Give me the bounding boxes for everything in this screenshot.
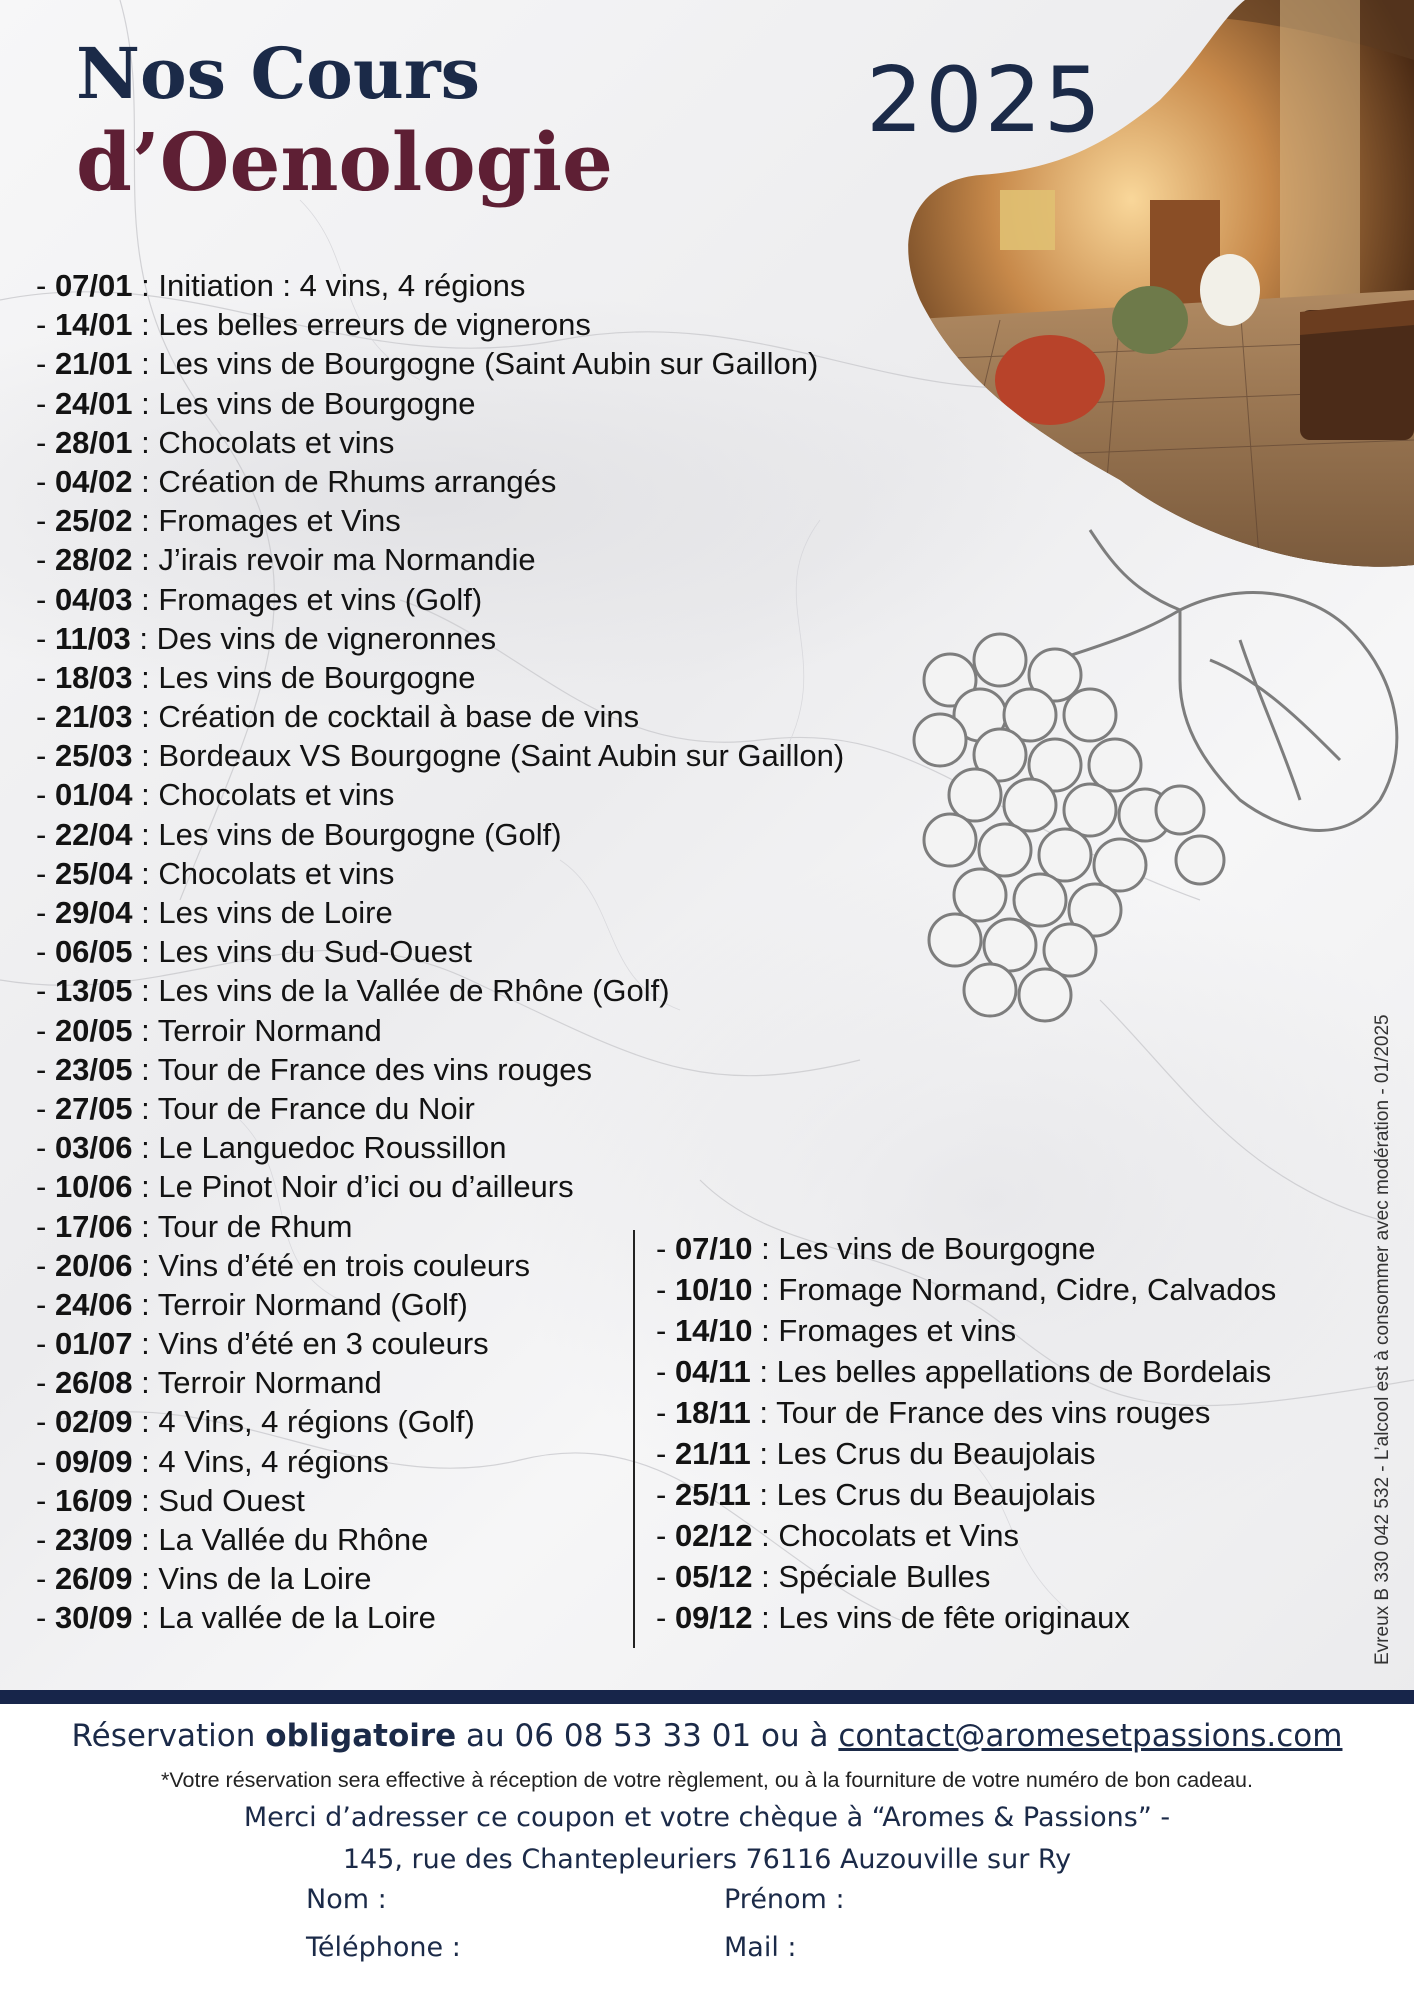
course-title: 4 Vins, 4 régions bbox=[158, 1443, 389, 1479]
course-item bbox=[656, 1228, 1276, 1269]
course-title: Fromages et vins bbox=[778, 1313, 1017, 1348]
date-separator: : bbox=[132, 503, 159, 539]
date-separator: : bbox=[132, 659, 159, 695]
course-date: 10/10 bbox=[674, 1272, 753, 1307]
course-date: 06/05 bbox=[54, 934, 133, 970]
course-date: 30/09 bbox=[54, 1600, 133, 1636]
date-separator: : bbox=[132, 816, 159, 852]
date-separator: : bbox=[750, 1436, 777, 1471]
course-title: Création de Rhums arrangés bbox=[158, 463, 557, 499]
course-title: Sud Ouest bbox=[158, 1482, 305, 1518]
year: 2025 bbox=[866, 48, 1104, 153]
list-dash: - bbox=[36, 268, 55, 303]
date-separator: : bbox=[132, 1286, 158, 1322]
course-date: 28/02 bbox=[54, 542, 133, 578]
course-title: Les vins de Bourgogne (Golf) bbox=[158, 816, 562, 852]
legal-notice: Evreux B 330 042 532 - L’alcool est à consommer avec modération - 01/2025 bbox=[1372, 1014, 1393, 1665]
date-separator: : bbox=[752, 1313, 779, 1348]
footer-divider-bar bbox=[0, 1690, 1414, 1704]
course-item bbox=[36, 266, 844, 305]
course-item bbox=[36, 305, 844, 344]
course-title: Les vins de Bourgogne bbox=[158, 385, 476, 421]
course-date: 20/06 bbox=[54, 1247, 133, 1283]
course-title: Les vins du Sud-Ouest bbox=[158, 934, 472, 970]
list-dash: - bbox=[36, 699, 55, 735]
course-item bbox=[656, 1515, 1276, 1556]
list-dash: - bbox=[36, 1365, 55, 1401]
date-separator: : bbox=[752, 1600, 779, 1635]
reservation-phone: au 06 08 53 33 01 ou à bbox=[466, 1718, 829, 1754]
course-title: Tour de France des vins rouges bbox=[776, 1395, 1211, 1430]
prenom-label: Prénom : bbox=[724, 1884, 845, 1915]
course-title: Tour de France des vins rouges bbox=[157, 1051, 593, 1087]
list-dash: - bbox=[36, 895, 55, 930]
course-title: Vins d’été en trois couleurs bbox=[158, 1247, 530, 1283]
list-dash: - bbox=[36, 346, 55, 382]
course-title: Terroir Normand bbox=[157, 1365, 382, 1401]
date-separator: : bbox=[132, 738, 159, 774]
course-title: Les vins de Bourgogne (Saint Aubin sur Gaillon) bbox=[158, 346, 819, 382]
course-title: Les vins de la Vallée de Rhône (Golf) bbox=[158, 973, 670, 1009]
course-date: 25/11 bbox=[674, 1477, 751, 1512]
course-date: 24/01 bbox=[54, 385, 133, 421]
course-item bbox=[36, 893, 844, 932]
date-separator: : bbox=[132, 777, 159, 813]
list-dash: - bbox=[656, 1354, 675, 1389]
list-dash: - bbox=[36, 307, 55, 343]
date-separator: : bbox=[132, 385, 159, 421]
date-separator: : bbox=[132, 424, 159, 460]
course-title: Les vins de fête originaux bbox=[778, 1600, 1130, 1635]
course-date: 10/06 bbox=[54, 1169, 133, 1205]
course-item bbox=[36, 971, 844, 1010]
course-title: Le Languedoc Roussillon bbox=[158, 1130, 507, 1166]
course-title: J’irais revoir ma Normandie bbox=[158, 542, 536, 578]
list-dash: - bbox=[36, 1561, 55, 1597]
list-dash: - bbox=[656, 1518, 675, 1553]
date-separator: : bbox=[132, 1326, 159, 1362]
course-title: Tour de France du Noir bbox=[157, 1090, 475, 1126]
address-line-2: 145, rue des Chantepleuriers 76116 Auzouville sur Ry bbox=[342, 1844, 1072, 1875]
course-item bbox=[36, 1050, 844, 1089]
date-separator: : bbox=[752, 1272, 779, 1307]
course-item bbox=[36, 1167, 844, 1206]
date-separator: : bbox=[132, 1090, 158, 1126]
contact-email-link[interactable]: contact@aromesetpassions.com bbox=[838, 1718, 1343, 1754]
course-title: Des vins de vigneronnes bbox=[156, 620, 497, 656]
course-title: Chocolats et Vins bbox=[778, 1518, 1020, 1553]
course-date: 02/12 bbox=[674, 1518, 753, 1553]
date-separator: : bbox=[132, 1208, 158, 1244]
course-title: Les belles appellations de Bordelais bbox=[776, 1354, 1272, 1389]
course-item bbox=[656, 1310, 1276, 1351]
course-date: 29/04 bbox=[54, 895, 133, 930]
course-title: Fromages et vins (Golf) bbox=[158, 581, 483, 617]
date-separator: : bbox=[752, 1518, 779, 1553]
course-date: 22/04 bbox=[54, 816, 133, 852]
date-separator: : bbox=[132, 1169, 159, 1205]
list-dash: - bbox=[656, 1231, 675, 1266]
course-title: Les vins de Bourgogne bbox=[778, 1231, 1096, 1266]
course-title: Vins d’été en 3 couleurs bbox=[158, 1326, 489, 1362]
date-separator: : bbox=[132, 542, 159, 578]
date-separator: : bbox=[132, 1365, 158, 1401]
course-date: 26/09 bbox=[54, 1561, 133, 1597]
course-item bbox=[36, 580, 844, 619]
list-dash: - bbox=[36, 1443, 55, 1479]
course-title: Vins de la Loire bbox=[158, 1561, 372, 1597]
course-date: 25/03 bbox=[54, 738, 133, 774]
course-title: La vallée de la Loire bbox=[158, 1600, 436, 1636]
course-item bbox=[36, 932, 844, 971]
course-title: Chocolats et vins bbox=[158, 424, 395, 460]
course-date: 17/06 bbox=[54, 1208, 133, 1244]
course-date: 23/09 bbox=[54, 1522, 133, 1557]
list-dash: - bbox=[36, 816, 55, 852]
course-title: Terroir Normand bbox=[157, 1012, 382, 1048]
list-dash: - bbox=[656, 1272, 675, 1307]
list-dash: - bbox=[36, 1482, 55, 1518]
list-dash: - bbox=[36, 1326, 55, 1362]
course-title: Les belles erreurs de vignerons bbox=[158, 307, 591, 343]
course-item bbox=[36, 384, 844, 423]
course-item bbox=[36, 775, 844, 814]
course-title: Les vins de Loire bbox=[158, 895, 393, 930]
course-date: 03/06 bbox=[54, 1130, 133, 1166]
date-separator: : bbox=[132, 1443, 159, 1479]
course-title: Les vins de Bourgogne bbox=[158, 659, 476, 695]
date-separator: : bbox=[132, 581, 159, 617]
date-separator: : bbox=[132, 855, 159, 891]
list-dash: - bbox=[36, 855, 55, 891]
list-dash: - bbox=[656, 1313, 675, 1348]
course-list-right bbox=[656, 1228, 1276, 1638]
mail-label: Mail : bbox=[724, 1932, 797, 1963]
course-title: Les Crus du Beaujolais bbox=[776, 1436, 1096, 1471]
course-date: 21/11 bbox=[674, 1436, 751, 1471]
date-separator: : bbox=[132, 934, 159, 970]
list-dash: - bbox=[36, 738, 55, 774]
list-dash: - bbox=[656, 1600, 675, 1635]
course-date: 05/12 bbox=[674, 1559, 753, 1594]
course-title: Initiation : 4 vins, 4 régions bbox=[158, 268, 526, 303]
course-date: 16/09 bbox=[54, 1482, 133, 1518]
date-separator: : bbox=[132, 973, 159, 1009]
date-separator: : bbox=[132, 1247, 159, 1283]
list-dash: - bbox=[36, 1169, 55, 1205]
course-date: 02/09 bbox=[54, 1404, 133, 1440]
course-item bbox=[36, 462, 844, 501]
column-divider bbox=[633, 1230, 635, 1648]
course-item bbox=[36, 1128, 844, 1167]
course-item bbox=[656, 1351, 1276, 1392]
list-dash: - bbox=[656, 1395, 675, 1430]
date-separator: : bbox=[132, 463, 159, 499]
nom-label: Nom : bbox=[306, 1884, 387, 1915]
course-date: 07/10 bbox=[674, 1231, 753, 1266]
course-title: Le Pinot Noir d’ici ou d’ailleurs bbox=[158, 1169, 574, 1205]
list-dash: - bbox=[36, 1208, 55, 1244]
course-date: 09/09 bbox=[54, 1443, 133, 1479]
course-title: Terroir Normand (Golf) bbox=[157, 1286, 468, 1322]
list-dash: - bbox=[36, 1012, 55, 1048]
course-item bbox=[656, 1474, 1276, 1515]
wine-cellar-photo bbox=[900, 0, 1414, 570]
list-dash: - bbox=[36, 620, 55, 656]
course-date: 07/01 bbox=[54, 268, 133, 303]
title-line-1: Nos Cours bbox=[76, 32, 481, 115]
course-title: Les Crus du Beaujolais bbox=[776, 1477, 1096, 1512]
course-item bbox=[656, 1269, 1276, 1310]
list-dash: - bbox=[36, 1286, 55, 1322]
date-separator: : bbox=[132, 307, 159, 343]
course-date: 21/03 bbox=[54, 699, 133, 735]
course-date: 14/10 bbox=[674, 1313, 753, 1348]
course-date: 28/01 bbox=[54, 424, 133, 460]
course-item bbox=[36, 697, 844, 736]
course-date: 23/05 bbox=[54, 1051, 133, 1087]
list-dash: - bbox=[36, 542, 55, 578]
course-title: Fromages et Vins bbox=[158, 503, 401, 539]
date-separator: : bbox=[132, 895, 159, 930]
date-separator: : bbox=[752, 1559, 779, 1594]
reservation-line bbox=[0, 1718, 1414, 1754]
course-title: Bordeaux VS Bourgogne (Saint Aubin sur Gaillon) bbox=[158, 738, 845, 774]
list-dash: - bbox=[36, 1600, 55, 1636]
date-separator: : bbox=[132, 1130, 159, 1166]
course-date: 04/03 bbox=[54, 581, 133, 617]
course-title: 4 Vins, 4 régions (Golf) bbox=[158, 1404, 475, 1440]
course-item bbox=[36, 815, 844, 854]
list-dash: - bbox=[36, 385, 55, 421]
list-dash: - bbox=[36, 1130, 55, 1166]
course-date: 25/04 bbox=[54, 855, 133, 891]
course-item bbox=[36, 1089, 844, 1128]
date-separator: : bbox=[132, 268, 159, 303]
course-item bbox=[656, 1556, 1276, 1597]
list-dash: - bbox=[656, 1559, 675, 1594]
course-date: 01/07 bbox=[54, 1326, 133, 1362]
course-date: 04/11 bbox=[674, 1354, 751, 1389]
reservation-mandatory: obligatoire bbox=[265, 1718, 457, 1754]
list-dash: - bbox=[656, 1477, 675, 1512]
date-separator: : bbox=[750, 1395, 777, 1430]
list-dash: - bbox=[36, 1090, 55, 1126]
date-separator: : bbox=[132, 1482, 159, 1518]
list-dash: - bbox=[36, 463, 55, 499]
telephone-label: Téléphone : bbox=[306, 1932, 461, 1963]
list-dash: - bbox=[36, 581, 55, 617]
course-item bbox=[36, 423, 844, 462]
course-item bbox=[656, 1597, 1276, 1638]
date-separator: : bbox=[750, 1477, 777, 1512]
date-separator: : bbox=[132, 1051, 158, 1087]
course-title: Tour de Rhum bbox=[157, 1208, 353, 1244]
date-separator: : bbox=[132, 1561, 159, 1597]
title-line-2: d’Oenologie bbox=[76, 115, 613, 209]
course-item bbox=[36, 540, 844, 579]
list-dash: - bbox=[36, 659, 55, 695]
date-separator: : bbox=[750, 1354, 777, 1389]
course-date: 09/12 bbox=[674, 1600, 753, 1635]
course-title: Spéciale Bulles bbox=[778, 1559, 991, 1594]
list-dash: - bbox=[36, 973, 55, 1009]
date-separator: : bbox=[132, 1522, 159, 1557]
list-dash: - bbox=[36, 1247, 55, 1283]
course-item bbox=[656, 1392, 1276, 1433]
course-item bbox=[656, 1433, 1276, 1474]
course-title: La Vallée du Rhône bbox=[158, 1522, 429, 1557]
course-date: 25/02 bbox=[54, 503, 133, 539]
list-dash: - bbox=[36, 1522, 55, 1557]
address-line-1: Merci d’adresser ce coupon et votre chèque à “Aromes & Passions” - bbox=[243, 1802, 1171, 1833]
date-separator: : bbox=[752, 1231, 779, 1266]
course-date: 18/03 bbox=[54, 659, 133, 695]
list-dash: - bbox=[36, 503, 55, 539]
course-item bbox=[36, 658, 844, 697]
course-date: 24/06 bbox=[54, 1286, 133, 1322]
course-date: 13/05 bbox=[54, 973, 133, 1009]
course-date: 04/02 bbox=[54, 463, 133, 499]
date-separator: : bbox=[132, 1012, 158, 1048]
reservation-footnote: *Votre réservation sera effective à réception de votre règlement, ou à la fourniture de votre numéro de bon cadeau. bbox=[161, 1768, 1253, 1792]
reservation-prefix: Réservation bbox=[71, 1718, 256, 1754]
list-dash: - bbox=[36, 424, 55, 460]
grape-bunch-illustration bbox=[880, 500, 1414, 1060]
course-date: 26/08 bbox=[54, 1365, 133, 1401]
course-title: Chocolats et vins bbox=[158, 855, 395, 891]
course-title: Création de cocktail à base de vins bbox=[158, 699, 640, 735]
course-date: 21/01 bbox=[54, 346, 133, 382]
course-date: 14/01 bbox=[54, 307, 133, 343]
date-separator: : bbox=[132, 1600, 159, 1636]
course-item bbox=[36, 1011, 844, 1050]
course-title: Chocolats et vins bbox=[158, 777, 395, 813]
course-item bbox=[36, 344, 844, 383]
course-item bbox=[36, 736, 844, 775]
list-dash: - bbox=[36, 934, 55, 970]
course-date: 20/05 bbox=[54, 1012, 133, 1048]
course-date: 01/04 bbox=[54, 777, 133, 813]
date-separator: : bbox=[132, 1404, 159, 1440]
course-date: 11/03 bbox=[54, 620, 131, 656]
list-dash: - bbox=[36, 777, 55, 813]
date-separator: : bbox=[132, 346, 159, 382]
course-item bbox=[36, 501, 844, 540]
course-date: 27/05 bbox=[54, 1090, 133, 1126]
date-separator: : bbox=[130, 620, 157, 656]
list-dash: - bbox=[36, 1404, 55, 1440]
list-dash: - bbox=[36, 1051, 55, 1087]
course-item bbox=[36, 619, 844, 658]
course-item bbox=[36, 854, 844, 893]
list-dash: - bbox=[656, 1436, 675, 1471]
date-separator: : bbox=[132, 699, 159, 735]
course-date: 18/11 bbox=[674, 1395, 751, 1430]
course-title: Fromage Normand, Cidre, Calvados bbox=[778, 1272, 1277, 1307]
